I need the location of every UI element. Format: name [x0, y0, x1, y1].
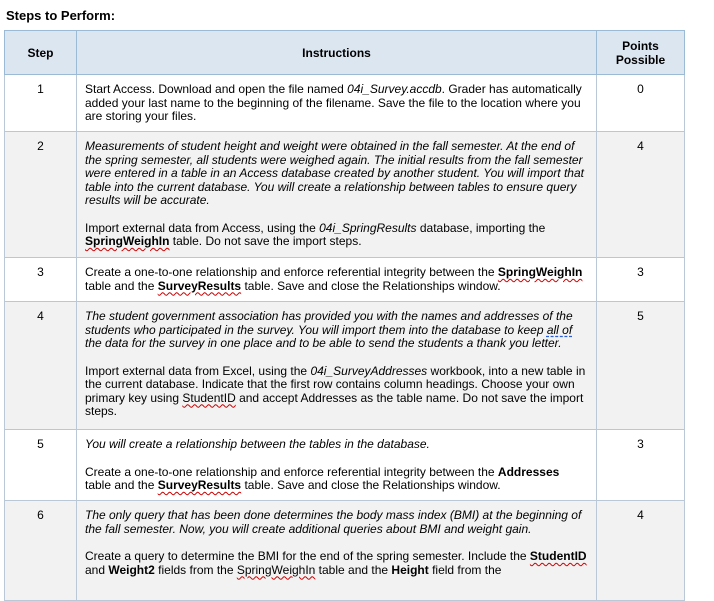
file-name: 04i_SpringResults	[319, 220, 417, 235]
instruction-paragraph	[85, 365, 588, 419]
scenario-paragraph: The only query that has been done determines the body mass index (BMI) at the beginning of the fall semester. Now, you will create additional queries about BMI and weight gain.	[85, 508, 582, 536]
instruction-cell	[77, 501, 597, 601]
instruction-cell	[77, 258, 597, 302]
step-number: 4	[5, 302, 77, 430]
table-name: SpringWeighIn	[85, 234, 170, 248]
points-header: Points Possible	[597, 31, 685, 75]
instruction-text: Create a query to determine the BMI for the end of the spring semester. Include the	[85, 549, 530, 563]
instruction-text: table. Save and close the Relationships window.	[241, 278, 501, 293]
instruction-paragraph	[85, 83, 588, 124]
instruction-text: table and the	[85, 278, 158, 293]
instruction-text: table and the	[315, 562, 392, 577]
file-name: 04i_Survey.accdb	[347, 82, 442, 96]
instructions-header: Instructions	[77, 31, 597, 75]
table-row	[5, 258, 685, 302]
instruction-text: Create a one-to-one relationship and enforce referential integrity between the	[85, 464, 498, 479]
step-number: 2	[5, 132, 77, 258]
scenario-paragraph	[85, 310, 588, 351]
instruction-paragraph	[85, 466, 588, 493]
instruction-text: fields from the	[154, 562, 237, 577]
table-row	[5, 132, 685, 258]
table-name: SurveyResults	[157, 278, 242, 293]
step-header: Step	[5, 31, 77, 75]
instruction-text: Import external data from Excel, using the	[85, 363, 311, 378]
table-row	[5, 430, 685, 501]
instruction-paragraph	[85, 266, 588, 293]
table-name: SurveyResults	[157, 478, 242, 492]
scenario-text: the data for the survey in one place and to be able to send the students a thank you letter.	[85, 336, 562, 350]
step-number: 1	[5, 75, 77, 132]
table-row	[5, 75, 685, 132]
scenario-paragraph: Measurements of student height and weight were obtained in the fall semester. At the end of the spring semester, all students were weighed again. The initial results from the fall semester were entered in a table in an Access database created by another student. You will import that table into the current database. You will create a relationship between tables to ensure query results will be accurate.	[85, 139, 584, 207]
field-name: Height	[391, 562, 429, 577]
instruction-paragraph	[85, 550, 588, 577]
points-value: 4	[597, 132, 685, 258]
table-row	[5, 302, 685, 430]
instruction-cell	[77, 132, 597, 258]
field-name: StudentID	[529, 549, 587, 563]
points-value: 3	[597, 258, 685, 302]
instruction-paragraph	[85, 222, 588, 249]
instruction-text: field from the	[428, 562, 502, 577]
instruction-cell	[77, 75, 597, 132]
instruction-cell	[77, 430, 597, 501]
instruction-text: Start Access. Download and open the file named	[85, 82, 348, 96]
table-row	[5, 501, 685, 601]
step-number: 5	[5, 430, 77, 501]
instruction-text: table. Save and close the Relationships window.	[241, 478, 501, 492]
points-value: 3	[597, 430, 685, 501]
scenario-text: all of	[546, 322, 573, 337]
table-name: Addresses	[497, 464, 560, 479]
field-name: StudentID	[182, 390, 236, 405]
instruction-text: and accept Addresses as the table name. Do not save the import steps.	[85, 390, 584, 418]
instruction-text: database, importing the	[416, 220, 546, 235]
scenario-paragraph: You will create a relationship between the tables in the database.	[85, 437, 430, 451]
step-number: 6	[5, 501, 77, 601]
step-number: 3	[5, 258, 77, 302]
table-name: SpringWeighIn	[236, 562, 316, 577]
steps-table	[4, 30, 685, 601]
instruction-text: table. Do not save the import steps.	[169, 234, 362, 248]
field-name: Weight2	[108, 562, 155, 577]
table-header-row	[5, 31, 685, 75]
instruction-cell	[77, 302, 597, 430]
file-name: 04i_SurveyAddresses	[310, 363, 428, 378]
page-heading: Steps to Perform:	[6, 8, 116, 23]
table-name: SpringWeighIn	[497, 265, 583, 279]
points-value: 5	[597, 302, 685, 430]
points-value: 4	[597, 501, 685, 601]
scenario-text: The student government association has provided you with the names and addresses of the students who participated in the survey. You will import them into the database to keep	[85, 309, 573, 337]
points-value: 0	[597, 75, 685, 132]
instruction-text: Create a one-to-one relationship and enforce referential integrity between the	[85, 265, 498, 279]
instruction-text: table and the	[85, 478, 158, 492]
instruction-text: Import external data from Access, using the	[85, 220, 320, 235]
instruction-text: and	[85, 562, 109, 577]
instruction-text: . Grader has automatically added your last name to the beginning of the filename. Save the file to the location where you are storing your files.	[85, 82, 582, 123]
instruction-text: workbook, into a new table in the current database. Indicate that the first row contains column headings. Choose your own primary key using	[85, 363, 586, 405]
